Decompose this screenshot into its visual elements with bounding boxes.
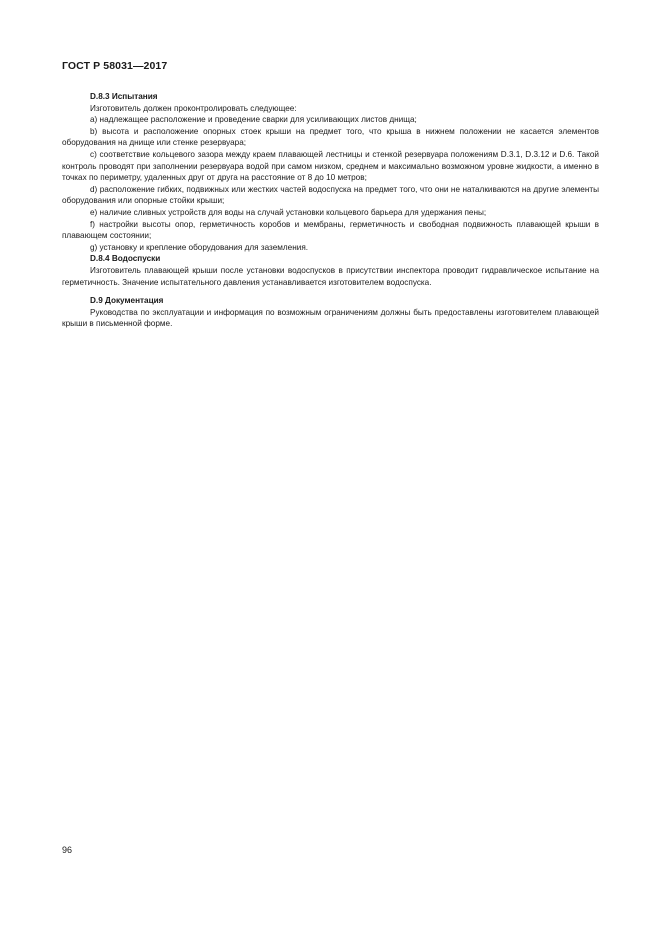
section-d9-text: Руководства по эксплуатации и информация по возможным ограничениям должны быть предоставлены изготовителем плавающей крыши в письменной форме.	[62, 307, 599, 329]
section-heading-d83: D.8.3 Испытания	[90, 92, 158, 101]
list-item-b: b) высота и расположение опорных стоек крыши на предмет того, что крыша в нижнем положении не касается элементов оборудования на днище или стенке резервуара;	[62, 126, 599, 148]
section-heading-d84: D.8.4 Водоспуски	[90, 254, 161, 264]
document-code-header: ГОСТ Р 58031—2017	[62, 60, 168, 72]
document-body	[62, 91, 599, 330]
section-d83-intro: Изготовитель должен проконтролировать следующее:	[90, 103, 297, 113]
section-d84-text: Изготовитель плавающей крыши после установки водоспусков в присутствии инспектора проводит гидравлическое испытание на герметичность. Значение испытательного давления устанавливается изготовителем водоспуска.	[62, 265, 599, 287]
list-item-g: g) установку и крепление оборудования для заземления.	[90, 242, 309, 252]
list-item-a: a) надлежащее расположение и проведение сварки для усиливающих листов днища;	[90, 115, 417, 125]
list-item-f: f) настройки высоты опор, герметичность коробов и мембраны, герметичность и свободная подвижность плавающей крыши в плавающем состоянии;	[62, 219, 599, 241]
list-item-e: e) наличие сливных устройств для воды на случай установки кольцевого барьера для удержания пены;	[90, 207, 487, 217]
section-heading-d9: D.9 Документация	[90, 296, 164, 306]
list-item-c: c) соответствие кольцевого зазора между краем плавающей лестницы и стенкой резервуара положениям D.3.1, D.3.12 и D.6. Такой контроль проводят при заполнении резервуара водой при самом низком, среднем и максимально возможном уровне жидкости, а именно в точках по периметру, удаленных друг от друга на расстояние от 8 до 10 метров;	[62, 149, 599, 183]
list-item-d: d) расположение гибких, подвижных или жестких частей водоспуска на предмет того, что они не наталкиваются на другие элементы оборудования или опорные стойки крыши;	[62, 184, 599, 206]
page-number: 96	[62, 845, 73, 855]
